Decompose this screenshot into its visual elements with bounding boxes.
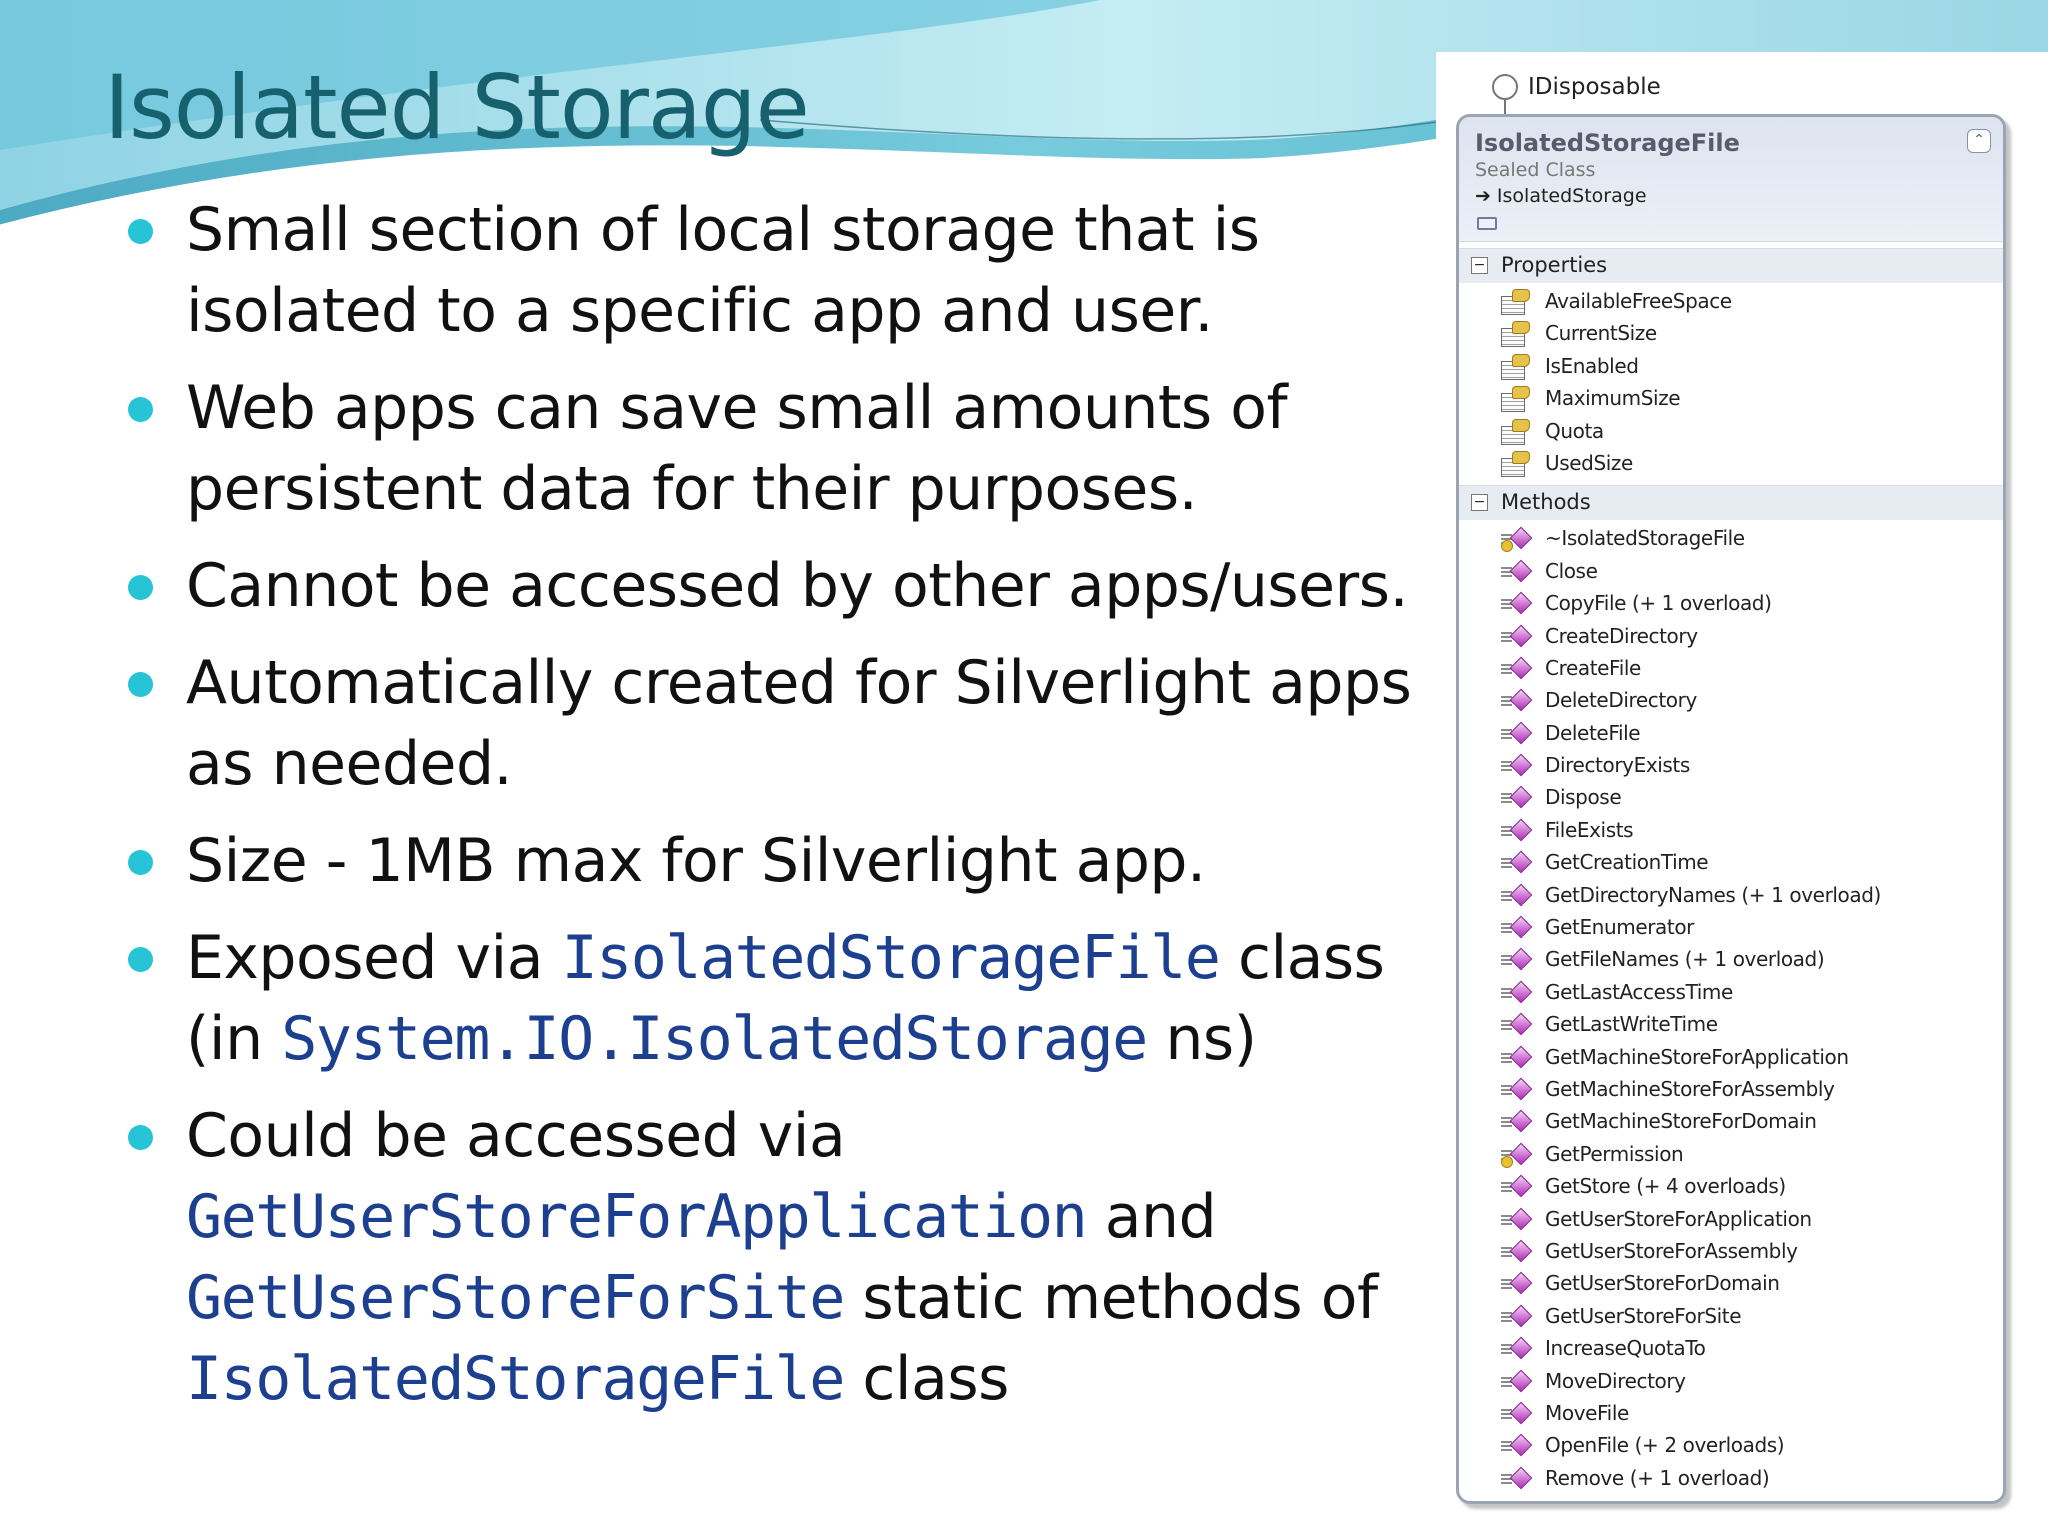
bullet-item (120, 821, 1420, 902)
method-icon (1501, 1045, 1535, 1071)
method-icon (1501, 1012, 1535, 1038)
method-gem-icon (1510, 916, 1533, 939)
method-gem-icon (1510, 1207, 1533, 1230)
method-icon (1501, 883, 1535, 909)
property-icon (1501, 451, 1531, 477)
base-class (1475, 185, 1647, 207)
method-gem-icon (1510, 1110, 1533, 1133)
bullet-dot-icon (128, 947, 153, 972)
method-item[interactable] (1459, 1429, 2003, 1461)
method-label: Dispose (1545, 785, 1622, 810)
interface-label: IDisposable (1528, 74, 1661, 100)
method-label: GetEnumerator (1545, 915, 1694, 940)
code-identifier: System.IO.IsolatedStorage (281, 1004, 1147, 1074)
method-list (1459, 520, 2003, 1494)
method-icon (1501, 1174, 1535, 1200)
method-gem-icon (1510, 689, 1533, 712)
protected-key-icon (1501, 540, 1513, 552)
method-gem-icon (1510, 786, 1533, 809)
method-gem-icon (1510, 1434, 1533, 1457)
property-hand-icon (1512, 289, 1530, 302)
method-item[interactable] (1459, 1041, 2003, 1073)
method-gem-icon (1510, 1272, 1533, 1295)
method-label: GetPermission (1545, 1141, 1684, 1166)
inheritance-arrow-icon: ➔ (1475, 185, 1491, 207)
property-item[interactable] (1459, 447, 2003, 479)
method-gem-icon (1510, 527, 1533, 550)
bullet-text: class (843, 1344, 1009, 1414)
method-item[interactable] (1459, 1365, 2003, 1397)
method-item[interactable] (1459, 814, 2003, 846)
method-gem-icon (1510, 851, 1533, 874)
method-label: Close (1545, 558, 1598, 583)
method-item[interactable] (1459, 1073, 2003, 1105)
class-sections (1459, 248, 2003, 1494)
bullet-dot-icon (128, 672, 153, 697)
property-hand-icon (1512, 419, 1530, 432)
method-item[interactable] (1459, 1170, 2003, 1202)
method-icon (1501, 1207, 1535, 1233)
method-item[interactable] (1459, 652, 2003, 684)
class-kind: Sealed Class (1475, 159, 1596, 181)
bullet-text: ns) (1146, 1004, 1257, 1074)
bullet-dot-icon (128, 575, 153, 600)
property-icon (1501, 289, 1531, 315)
method-icon (1501, 1142, 1535, 1168)
method-gem-icon (1510, 1142, 1533, 1165)
collapse-section-icon[interactable]: − (1471, 494, 1488, 511)
collapse-button[interactable]: ⌃ (1967, 129, 1991, 153)
property-label: IsEnabled (1545, 353, 1639, 378)
method-icon (1501, 656, 1535, 682)
class-header (1459, 117, 2003, 242)
method-icon (1501, 850, 1535, 876)
code-identifier: IsolatedStorageFile (561, 923, 1220, 993)
method-icon (1501, 1304, 1535, 1330)
bullet-item (120, 1096, 1420, 1420)
collapse-section-icon[interactable]: − (1471, 257, 1488, 274)
method-gem-icon (1510, 592, 1533, 615)
method-icon (1501, 1433, 1535, 1459)
section-header-methods[interactable] (1459, 485, 2003, 520)
method-icon (1501, 526, 1535, 552)
method-item[interactable] (1459, 1462, 2003, 1494)
method-icon (1501, 785, 1535, 811)
method-label: GetUserStoreForSite (1545, 1303, 1742, 1328)
property-icon (1501, 386, 1531, 412)
method-label: ~IsolatedStorageFile (1545, 526, 1745, 551)
method-gem-icon (1510, 1175, 1533, 1198)
method-item[interactable] (1459, 1300, 2003, 1332)
method-label: MoveFile (1545, 1400, 1629, 1425)
bullet-item (120, 643, 1420, 805)
section-label: Methods (1501, 490, 1591, 515)
bullet-list (120, 190, 1420, 1436)
method-gem-icon (1510, 1369, 1533, 1392)
bullet-text: class (in (186, 923, 1385, 1074)
protected-key-icon (1501, 1156, 1513, 1168)
property-list (1459, 283, 2003, 479)
method-item[interactable] (1459, 1008, 2003, 1040)
method-gem-icon (1510, 1304, 1533, 1327)
property-item[interactable] (1459, 350, 2003, 382)
method-gem-icon (1510, 1240, 1533, 1263)
method-label: CopyFile (+ 1 overload) (1545, 591, 1772, 616)
method-label: GetFileNames (+ 1 overload) (1545, 947, 1825, 972)
method-label: MoveDirectory (1545, 1368, 1686, 1393)
method-gem-icon (1510, 819, 1533, 842)
method-label: GetDirectoryNames (+ 1 overload) (1545, 882, 1881, 907)
property-item[interactable] (1459, 317, 2003, 349)
base-class-label: IsolatedStorage (1496, 185, 1647, 207)
method-gem-icon (1510, 754, 1533, 777)
bullet-item (120, 368, 1420, 530)
method-gem-icon (1510, 980, 1533, 1003)
code-identifier: IsolatedStorageFile (186, 1344, 844, 1414)
method-label: GetUserStoreForApplication (1545, 1206, 1812, 1231)
method-gem-icon (1510, 1045, 1533, 1068)
method-label: GetUserStoreForDomain (1545, 1271, 1780, 1296)
bullet-text: Automatically created for Silverlight apps as needed. (186, 648, 1412, 799)
bullet-dot-icon (128, 850, 153, 875)
method-label: DirectoryExists (1545, 753, 1690, 778)
method-item[interactable] (1459, 684, 2003, 716)
method-gem-icon (1510, 657, 1533, 680)
property-label: MaximumSize (1545, 386, 1681, 411)
method-label: Remove (+ 1 overload) (1545, 1465, 1770, 1490)
section-header-properties[interactable] (1459, 248, 2003, 283)
code-identifier: GetUserStoreForSite (186, 1263, 844, 1333)
slide-title: Isolated Storage (104, 56, 809, 159)
property-hand-icon (1512, 321, 1530, 334)
method-item[interactable] (1459, 1332, 2003, 1364)
property-label: Quota (1545, 418, 1604, 443)
code-identifier: GetUserStoreForApplication (186, 1182, 1087, 1252)
method-icon (1501, 591, 1535, 617)
property-item[interactable] (1459, 382, 2003, 414)
method-label: GetMachineStoreForDomain (1545, 1109, 1817, 1134)
method-item[interactable] (1459, 911, 2003, 943)
method-label: GetMachineStoreForAssembly (1545, 1076, 1835, 1101)
method-item[interactable] (1459, 620, 2003, 652)
bullet-text: Small section of local storage that is isolated to a specific app and user. (186, 195, 1260, 346)
method-icon (1501, 818, 1535, 844)
method-item[interactable] (1459, 749, 2003, 781)
method-label: GetLastAccessTime (1545, 979, 1733, 1004)
method-icon (1501, 1336, 1535, 1362)
bullet-item (120, 918, 1420, 1080)
bullet-text: Size - 1MB max for Silverlight app. (186, 826, 1206, 896)
bullet-text: Cannot be accessed by other apps/users. (186, 551, 1409, 621)
bullet-text: and (1086, 1182, 1217, 1252)
method-item[interactable] (1459, 1235, 2003, 1267)
method-gem-icon (1510, 1466, 1533, 1489)
method-label: GetUserStoreForAssembly (1545, 1238, 1798, 1263)
method-gem-icon (1510, 1337, 1533, 1360)
method-item[interactable] (1459, 879, 2003, 911)
method-icon (1501, 721, 1535, 747)
method-label: DeleteDirectory (1545, 688, 1697, 713)
method-item[interactable] (1459, 1397, 2003, 1429)
bullet-item (120, 546, 1420, 627)
method-item[interactable] (1459, 587, 2003, 619)
method-icon (1501, 1369, 1535, 1395)
method-gem-icon (1510, 883, 1533, 906)
method-item[interactable] (1459, 976, 2003, 1008)
class-name: IsolatedStorageFile (1475, 129, 1740, 157)
method-item[interactable] (1459, 943, 2003, 975)
method-icon (1501, 1239, 1535, 1265)
method-label: GetCreationTime (1545, 850, 1709, 875)
bullet-dot-icon (128, 1125, 153, 1150)
property-icon (1501, 354, 1531, 380)
method-item[interactable] (1459, 1267, 2003, 1299)
method-item[interactable] (1459, 1105, 2003, 1137)
property-hand-icon (1512, 386, 1530, 399)
method-item[interactable] (1459, 522, 2003, 554)
bullet-dot-icon (128, 397, 153, 422)
bullet-text: static methods of (843, 1263, 1378, 1333)
method-icon (1501, 947, 1535, 973)
method-label: FileExists (1545, 817, 1634, 842)
section-label: Properties (1501, 253, 1608, 277)
method-icon (1501, 688, 1535, 714)
method-gem-icon (1510, 721, 1533, 744)
method-label: GetLastWriteTime (1545, 1012, 1718, 1037)
method-gem-icon (1510, 559, 1533, 582)
property-item[interactable] (1459, 285, 2003, 317)
method-label: IncreaseQuotaTo (1545, 1336, 1706, 1361)
method-gem-icon (1510, 1013, 1533, 1036)
method-label: OpenFile (+ 2 overloads) (1545, 1433, 1785, 1458)
class-diagram (1436, 52, 2048, 1536)
method-item[interactable] (1459, 1138, 2003, 1170)
method-icon (1501, 915, 1535, 941)
class-shape[interactable] (1456, 114, 2006, 1504)
method-label: GetMachineStoreForApplication (1545, 1044, 1849, 1069)
method-item[interactable] (1459, 846, 2003, 878)
property-icon (1501, 321, 1531, 347)
method-icon (1501, 753, 1535, 779)
property-label: UsedSize (1545, 450, 1633, 475)
bullet-text: Web apps can save small amounts of persistent data for their purposes. (186, 373, 1288, 524)
method-icon (1501, 1466, 1535, 1492)
method-icon (1501, 1077, 1535, 1103)
method-gem-icon (1510, 948, 1533, 971)
method-gem-icon (1510, 624, 1533, 647)
method-icon (1501, 1271, 1535, 1297)
base-class-icon (1477, 217, 1497, 230)
property-hand-icon (1512, 451, 1530, 464)
method-label: CreateDirectory (1545, 623, 1698, 648)
bullet-text: Exposed via (186, 923, 562, 993)
method-item[interactable] (1459, 781, 2003, 813)
method-icon (1501, 559, 1535, 585)
method-item[interactable] (1459, 555, 2003, 587)
method-label: GetStore (+ 4 overloads) (1545, 1174, 1786, 1199)
method-item[interactable] (1459, 717, 2003, 749)
method-item[interactable] (1459, 1203, 2003, 1235)
method-label: CreateFile (1545, 655, 1641, 680)
bullet-item (120, 190, 1420, 352)
property-item[interactable] (1459, 415, 2003, 447)
interface-icon (1492, 74, 1518, 100)
method-icon (1501, 980, 1535, 1006)
property-icon (1501, 419, 1531, 445)
method-icon (1501, 1401, 1535, 1427)
method-gem-icon (1510, 1402, 1533, 1425)
property-label: AvailableFreeSpace (1545, 289, 1732, 313)
method-gem-icon (1510, 1078, 1533, 1101)
method-label: DeleteFile (1545, 720, 1641, 745)
bullet-text: Could be accessed via (186, 1101, 846, 1171)
property-hand-icon (1512, 354, 1530, 367)
bullet-dot-icon (128, 219, 153, 244)
method-icon (1501, 624, 1535, 650)
property-label: CurrentSize (1545, 321, 1657, 346)
method-icon (1501, 1109, 1535, 1135)
